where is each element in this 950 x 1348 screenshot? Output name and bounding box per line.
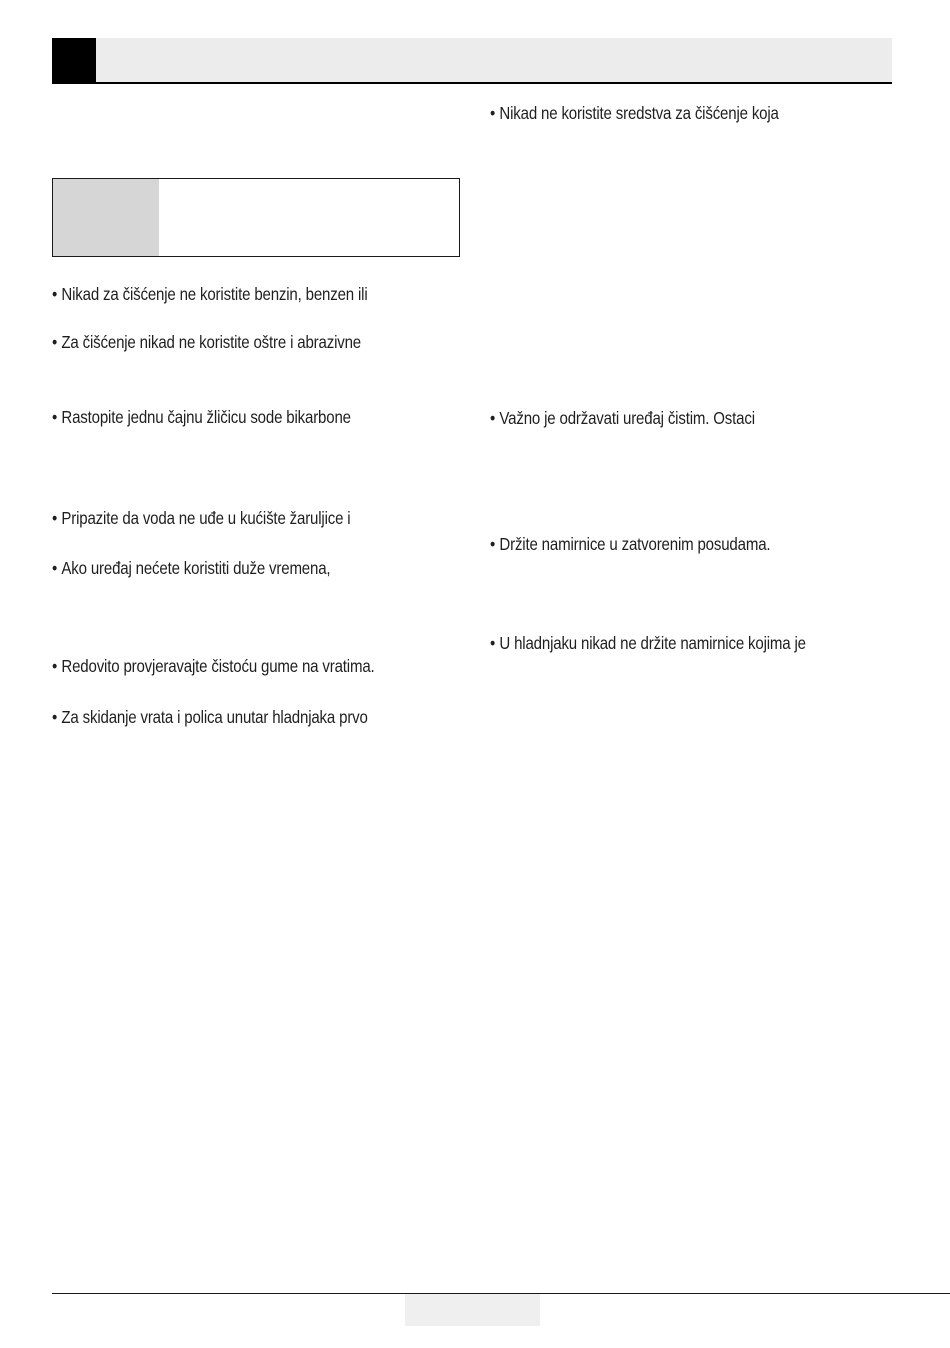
right-bullet-4 [490, 632, 806, 654]
left-bullet-7 [52, 706, 368, 728]
bullet-text: U hladnjaku nikad ne držite namirnice kojima je [499, 633, 806, 653]
right-bullet-2 [490, 407, 755, 429]
left-bullet-6 [52, 655, 375, 677]
bullet-dot: • [52, 284, 58, 304]
bullet-text: Redovito provjeravajte čistoću gume na vratima. [61, 656, 375, 676]
bullet-dot: • [52, 508, 58, 528]
bullet-dot: • [52, 407, 58, 427]
warning-box [52, 178, 460, 257]
left-bullet-3 [52, 406, 351, 428]
section-header [52, 38, 892, 84]
bullet-text: Za čišćenje nikad ne koristite oštre i abrazivne [61, 332, 361, 352]
bullet-dot: • [52, 656, 58, 676]
warning-label-area [53, 179, 159, 256]
right-bullet-1 [490, 102, 779, 124]
bullet-dot: • [490, 534, 496, 554]
section-number-box [52, 38, 96, 82]
bullet-text: Pripazite da voda ne uđe u kućište žaruljice i [61, 508, 351, 528]
bullet-text: Nikad za čišćenje ne koristite benzin, benzen ili [61, 284, 368, 304]
left-bullet-2 [52, 331, 361, 353]
right-bullet-3 [490, 533, 770, 555]
bullet-dot: • [52, 707, 58, 727]
bullet-text: Za skidanje vrata i polica unutar hladnjaka prvo [61, 707, 368, 727]
bullet-dot: • [52, 332, 58, 352]
bullet-dot: • [490, 633, 496, 653]
bullet-dot: • [490, 408, 496, 428]
bullet-dot: • [52, 558, 58, 578]
left-bullet-5 [52, 557, 330, 579]
bullet-dot: • [490, 103, 496, 123]
bullet-text: Ako uređaj nećete koristiti duže vremena, [61, 558, 331, 578]
bullet-text: Važno je održavati uređaj čistim. Ostaci [499, 408, 755, 428]
bullet-text: Nikad ne koristite sredstva za čišćenje koja [499, 103, 779, 123]
bullet-text: Rastopite jednu čajnu žličicu sode bikarbone [61, 407, 351, 427]
left-bullet-1 [52, 283, 368, 305]
bullet-text: Držite namirnice u zatvorenim posudama. [499, 534, 771, 554]
left-bullet-4 [52, 507, 350, 529]
page-number-box [405, 1294, 540, 1326]
